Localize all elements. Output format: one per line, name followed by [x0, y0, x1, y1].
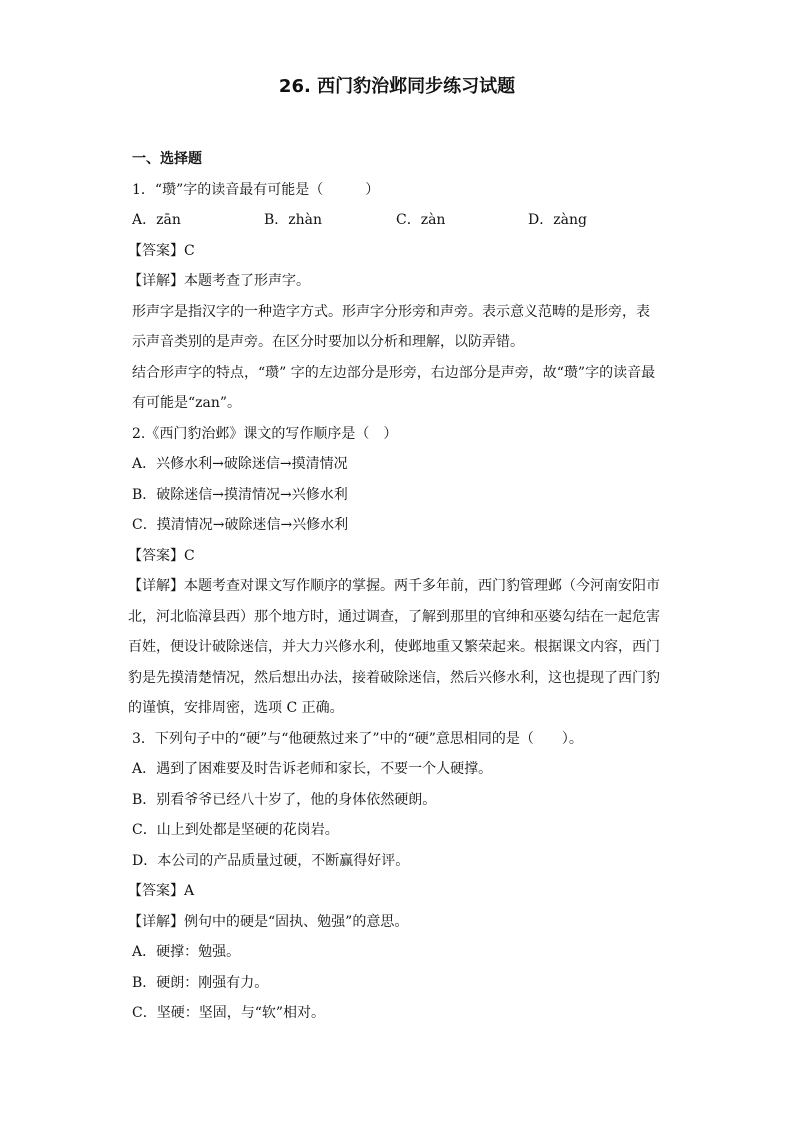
- q1-option-d: D．zàng: [528, 212, 587, 228]
- q2-explain: 【详解】本题考查对课文写作顺序的掌握。两千多年前，西门豹管理邺（今河南安阳市北，河北临漳县西）那个地方时，通过调查，了解到那里的官绅和巫婆勾结在一起危害百姓，便设计破除迷信，并大力兴修水利，使邺地重又繁荣起来。根据课文内容，西门豹是先摸清楚情况，然后想出办法，接着破除迷信，然后兴修水利，这也提现了西门豹的谨慎，安排周密，选项 C 正确。: [128, 578, 660, 716]
- q3-stem: 3．下列句子中的“硬”与“他硬熬过来了”中的“硬”意思相同的是（ ）。: [132, 730, 583, 747]
- q3-option-b: B．别看爷爷已经八十岁了，他的身体依然硬朗。: [132, 791, 437, 808]
- q1-option-b: B．zhàn: [264, 212, 323, 228]
- q1-explain-3: 结合形声字的特点，“瓒” 字的左边部分是形旁，右边部分是声旁，故“瓒”字的读音最有可能是“zan”。: [132, 364, 656, 411]
- q3-option-c: C．山上到处都是坚硬的花岗岩。: [132, 822, 339, 838]
- q1-answer: 【答案】C: [128, 242, 195, 259]
- section-heading: 一、选择题: [132, 151, 202, 167]
- q2-option-b: B．破除迷信→摸清情况→兴修水利: [132, 486, 348, 503]
- q1-explain-1: 【详解】本题考查了形声字。: [128, 273, 310, 289]
- q2-stem: 2.《西门豹治邺》课文的写作顺序是（ ）: [132, 425, 398, 442]
- q3-explain-3: B．硬朗：刚强有力。: [132, 974, 269, 991]
- q1-options: [132, 205, 660, 236]
- q2-answer: 【答案】C: [128, 547, 195, 564]
- document-body: [128, 144, 660, 1029]
- q1-option-a: A．zān: [132, 212, 181, 228]
- q2-option-c: C．摸清情况→破除迷信→兴修水利: [132, 517, 349, 533]
- q1-explain-2: 形声字是指汉字的一种造字方式。形声字分形旁和声旁。表示意义范畴的是形旁，表示声音类别的是声旁。在区分时要加以分析和理解，以防弄错。: [132, 303, 650, 350]
- page-title: 26. 西门豹治邺同步练习试题: [278, 76, 516, 97]
- q2-option-a: A．兴修水利→破除迷信→摸清情况: [132, 456, 348, 472]
- q3-explain-1: 【详解】例句中的硬是“固执、勉强”的意思。: [128, 913, 409, 930]
- q3-option-a: A．遇到了困难要及时告诉老师和家长，不要一个人硬撑。: [132, 761, 493, 777]
- q3-explain-2: A．硬撑：勉强。: [132, 944, 241, 960]
- q3-option-d: D．本公司的产品质量过硬，不断赢得好评。: [132, 852, 410, 869]
- q1-option-c: C．zàn: [396, 212, 446, 228]
- q1-stem: 1．“瓒”字的读音最有可能是（ ）: [132, 181, 380, 198]
- q3-explain-4: C．坚硬：坚固，与“软”相对。: [132, 1005, 326, 1021]
- q3-answer: 【答案】A: [128, 883, 195, 899]
